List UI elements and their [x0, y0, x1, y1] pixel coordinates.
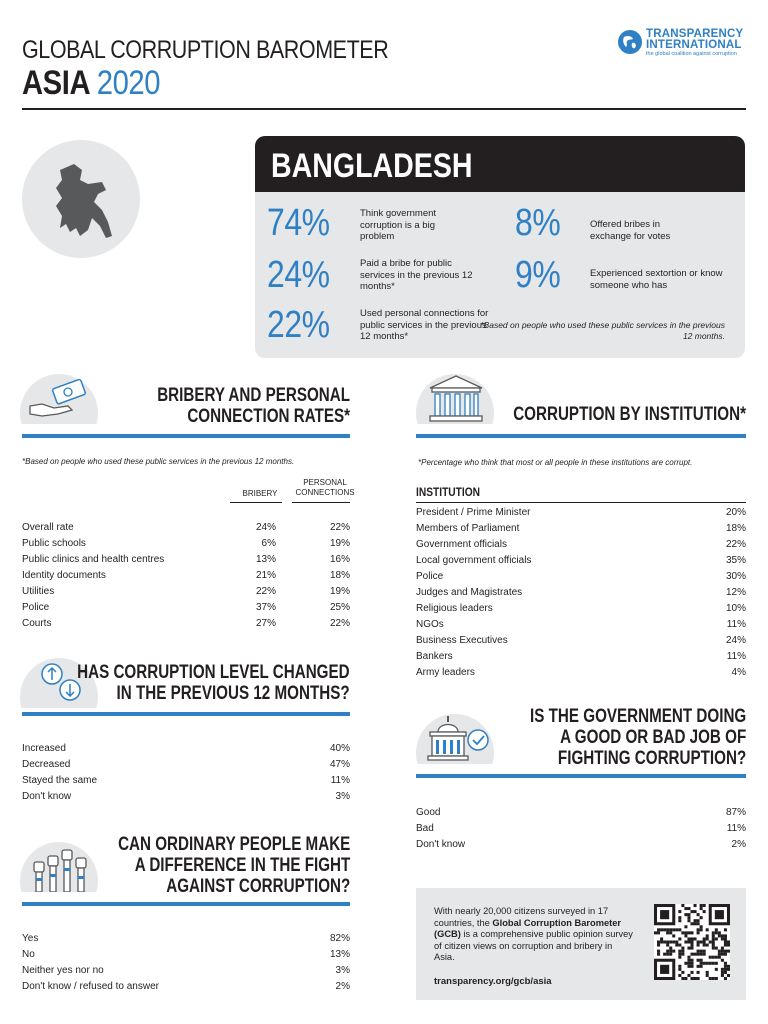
info-text-b: is a comprehensive public opinion survey of citizen views on corruption and bribery in Asia.: [434, 929, 633, 962]
country-name: BANGLADESH: [271, 147, 473, 185]
row-label: No: [22, 949, 35, 960]
row-value: 10%: [725, 603, 746, 614]
row-value: 4%: [731, 667, 746, 678]
stat-desc: Experienced sextortion or know someone who has: [590, 268, 723, 291]
row-label: Neither yes nor no: [22, 965, 104, 976]
difference-icon-wrap: [20, 836, 100, 892]
qr-code-graphic: [654, 904, 730, 980]
row-label: Stayed the same: [22, 775, 98, 786]
row-label: NGOs: [416, 619, 444, 630]
row-label: Decreased: [22, 759, 71, 770]
stat-desc: Think government corruption is a big problem: [360, 208, 437, 242]
government-title: [530, 706, 746, 769]
row-value: 11%: [726, 651, 746, 662]
table-row: [22, 584, 350, 600]
row-value: 82%: [329, 933, 350, 944]
table-row: [22, 600, 350, 616]
row-value: 18%: [329, 570, 350, 581]
row-label: Business Executives: [416, 635, 508, 646]
col-head-bribery: BRIBERY: [242, 489, 278, 498]
table-row: [416, 821, 746, 837]
capitol-check-icon: [424, 714, 494, 764]
title-line: AGAINST CORRUPTION?: [165, 876, 350, 897]
title-line: A GOOD OR BAD JOB OF: [559, 727, 746, 748]
row-value: 25%: [329, 602, 350, 613]
courthouse-icon: [426, 372, 486, 424]
row-value: 21%: [255, 570, 276, 581]
logo-tagline: the global coalition against corruption: [646, 51, 737, 57]
bangladesh-map-icon: [22, 140, 140, 258]
globe-icon: [618, 30, 642, 54]
table-row: [416, 553, 746, 569]
info-text: [434, 906, 634, 964]
table-row: [416, 633, 746, 649]
row-value: 19%: [329, 586, 350, 597]
change-title: [78, 662, 351, 704]
row-value: 11%: [330, 775, 350, 786]
row-value: 27%: [255, 618, 276, 629]
title-line: A DIFFERENCE IN THE FIGHT: [134, 855, 350, 876]
table-row: [416, 521, 746, 537]
info-text-bold: Global Corruption Barometer (GCB): [434, 917, 622, 939]
row-value: 12%: [725, 587, 746, 598]
table-row: [22, 947, 350, 963]
row-label: Members of Parliament: [416, 523, 520, 534]
report-title: [22, 64, 160, 103]
section-rule: [416, 774, 746, 778]
logo-line2: INTERNATIONAL: [646, 39, 742, 51]
institution-col-head: INSTITUTION: [416, 485, 481, 499]
institution-icon-wrap: [416, 368, 496, 424]
raised-fists-icon: [30, 844, 92, 892]
row-label: Utilities: [22, 586, 55, 597]
difference-title: [118, 834, 350, 897]
title-line: IN THE PREVIOUS 12 MONTHS?: [116, 683, 351, 704]
title-line: FIGHTING CORRUPTION?: [557, 748, 746, 769]
table-row: [22, 552, 350, 568]
stat-pct: 74%: [267, 202, 330, 244]
row-value: 18%: [725, 523, 746, 534]
title-line: BRIBERY AND PERSONAL: [157, 385, 350, 406]
row-value: 20%: [725, 507, 746, 518]
col-head-line: PERSONAL: [303, 478, 347, 487]
row-label: President / Prime Minister: [416, 507, 531, 518]
bribery-title: [157, 385, 350, 427]
row-label: Bad: [416, 823, 434, 834]
section-rule: [22, 434, 350, 438]
row-value: 47%: [329, 759, 350, 770]
row-value: 3%: [335, 791, 350, 802]
stat-pct: 22%: [267, 304, 330, 346]
row-value: 19%: [329, 538, 350, 549]
row-value: 22%: [255, 586, 276, 597]
row-label: Don't know / refused to answer: [22, 981, 159, 992]
row-value: 2%: [731, 839, 746, 850]
table-row: [22, 773, 350, 789]
table-row: [416, 569, 746, 585]
title-line: CONNECTION RATES*: [187, 406, 350, 427]
row-value: 24%: [255, 522, 276, 533]
qr-code-icon[interactable]: [654, 904, 730, 980]
row-value: 2%: [335, 981, 350, 992]
row-label: Don't know: [416, 839, 466, 850]
row-value: 87%: [725, 807, 746, 818]
row-label: Increased: [22, 743, 66, 754]
row-value: 11%: [726, 619, 746, 630]
report-year: 2020: [96, 64, 161, 102]
table-row: [22, 616, 350, 632]
bribery-icon-wrap: [20, 368, 100, 424]
row-value: 3%: [335, 965, 350, 976]
row-value: 35%: [725, 555, 746, 566]
table-row: [416, 585, 746, 601]
header-rule: [22, 108, 746, 110]
row-value: 11%: [726, 823, 746, 834]
row-label: Yes: [22, 933, 39, 944]
col-rule: [292, 502, 350, 503]
stat-pct: 9%: [515, 254, 561, 296]
table-row: [22, 520, 350, 536]
table-row: [416, 505, 746, 521]
table-row: [416, 649, 746, 665]
row-label: Army leaders: [416, 667, 475, 678]
table-row: [416, 617, 746, 633]
country-panel: [255, 136, 745, 358]
stat-desc: Paid a bribe for public services in the previous 12 months*: [360, 258, 473, 292]
table-row: [416, 837, 746, 853]
panel-footnote: *Based on people who used these public services in the previous 12 months.: [480, 320, 725, 341]
row-label: Identity documents: [22, 570, 106, 581]
bribery-footnote: *Based on people who used these public services in the previous 12 months.: [22, 457, 295, 466]
row-value: 13%: [255, 554, 276, 565]
info-link[interactable]: transparency.org/gcb/asia: [434, 976, 552, 987]
report-subtitle: GLOBAL CORRUPTION BAROMETER: [22, 36, 389, 64]
section-rule: [22, 902, 350, 906]
info-box: [416, 888, 746, 1000]
government-icon-wrap: [416, 708, 496, 764]
table-row: [22, 931, 350, 947]
title-line: HAS CORRUPTION LEVEL CHANGED: [77, 662, 350, 683]
table-row: [22, 757, 350, 773]
row-value: 22%: [329, 618, 350, 629]
country-map: [22, 140, 140, 258]
table-row: [22, 963, 350, 979]
info-text-a: With nearly 20,000 citizens surveyed in 17 countries, the: [434, 906, 609, 928]
row-label: Government officials: [416, 539, 507, 550]
col-rule: [230, 502, 282, 503]
row-label: Police: [416, 571, 444, 582]
table-row: [22, 536, 350, 552]
section-rule: [416, 434, 746, 438]
row-label: Courts: [22, 618, 52, 629]
country-header: [255, 136, 745, 192]
row-value: 22%: [329, 522, 350, 533]
stat-desc: Used personal connections for public services in the previous 12 months*: [360, 308, 489, 342]
money-hand-icon: [28, 378, 92, 424]
row-label: Don't know: [22, 791, 72, 802]
row-label: Overall rate: [22, 522, 74, 533]
row-value: 13%: [329, 949, 350, 960]
section-rule: [22, 712, 350, 716]
row-label: Public clinics and health centres: [22, 554, 165, 565]
logo-line1: TRANSPARENCY: [646, 28, 744, 40]
col-head-connections: [290, 478, 360, 498]
row-value: 37%: [255, 602, 276, 613]
row-value: 22%: [725, 539, 746, 550]
row-label: Bankers: [416, 651, 453, 662]
table-row: [416, 601, 746, 617]
row-value: 6%: [261, 538, 276, 549]
institution-title: CORRUPTION BY INSTITUTION*: [513, 404, 746, 425]
table-row: [22, 741, 350, 757]
title-line: IS THE GOVERNMENT DOING: [529, 706, 746, 727]
table-row: [22, 568, 350, 584]
table-row: [416, 805, 746, 821]
ti-logo[interactable]: [618, 28, 748, 62]
col-head-line: CONNECTIONS: [295, 488, 355, 497]
region-name: ASIA: [22, 64, 90, 102]
stat-pct: 8%: [515, 202, 561, 244]
row-label: Religious leaders: [416, 603, 493, 614]
row-label: Police: [22, 602, 50, 613]
row-value: 30%: [725, 571, 746, 582]
title-line: CAN ORDINARY PEOPLE MAKE: [117, 834, 350, 855]
row-value: 40%: [329, 743, 350, 754]
table-row: [22, 979, 350, 995]
table-row: [416, 537, 746, 553]
table-row: [22, 789, 350, 805]
table-row: [416, 665, 746, 681]
stat-desc: Offered bribes in exchange for votes: [590, 219, 671, 242]
stat-pct: 24%: [267, 254, 330, 296]
row-label: Judges and Magistrates: [416, 587, 523, 598]
row-value: 24%: [725, 635, 746, 646]
row-label: Local government officials: [416, 555, 532, 566]
row-value: 16%: [329, 554, 350, 565]
institution-footnote: *Percentage who think that most or all people in these institutions are corrupt.: [418, 458, 693, 467]
row-label: Good: [416, 807, 441, 818]
col-rule: [416, 502, 746, 503]
row-label: Public schools: [22, 538, 86, 549]
